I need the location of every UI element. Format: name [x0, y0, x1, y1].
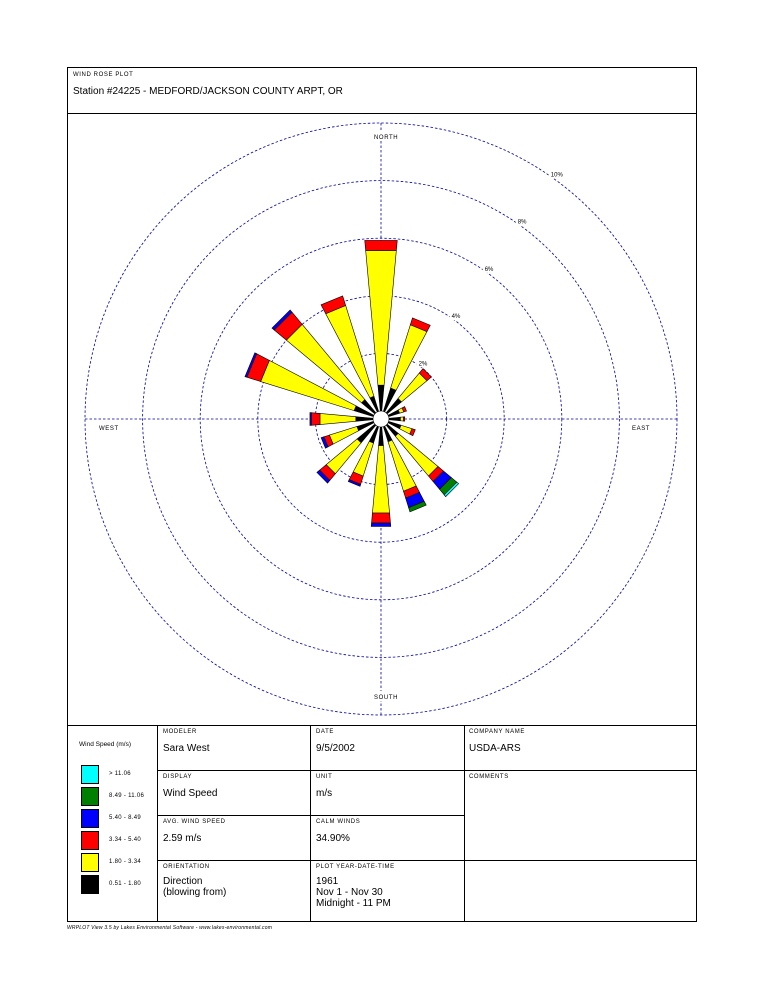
legend-label: 5.40 - 8.49 — [109, 815, 141, 821]
ring-label-4: 4% — [451, 314, 461, 321]
petal-w-bin2 — [311, 413, 320, 426]
ring-labels — [417, 171, 567, 368]
plot-year: 1961 — [316, 876, 339, 887]
legend-swatch — [81, 809, 99, 828]
divider-row3 — [157, 860, 696, 861]
display-label: DISPLAY — [163, 774, 193, 780]
calm-winds-label: CALM WINDS — [316, 819, 361, 825]
modeler-label: MODELER — [163, 729, 197, 735]
legend-label: 1.80 - 3.34 — [109, 859, 141, 865]
legend-label: 0.51 - 1.80 — [109, 881, 141, 887]
divider-top — [68, 725, 696, 726]
legend-swatch — [81, 765, 99, 784]
legend-swatch — [81, 875, 99, 894]
date-value: 9/5/2002 — [316, 743, 355, 754]
ring-label-10: 10% — [550, 172, 563, 179]
divider-col3 — [464, 725, 465, 921]
petal-s-bin3 — [371, 523, 391, 526]
petal-w-bin0 — [356, 417, 373, 422]
wind-rose-sheet — [67, 67, 697, 922]
avg-speed-value: 2.59 m/s — [163, 833, 202, 844]
petal-n-bin1 — [366, 250, 397, 385]
plot-type-label: WIND ROSE PLOT — [73, 72, 134, 78]
north-label: NORTH — [374, 135, 399, 141]
legend-label: > 11.06 — [109, 771, 131, 777]
petal-s-bin1 — [372, 446, 389, 513]
comments-label: COMMENTS — [469, 774, 509, 780]
legend-label: 3.34 - 5.40 — [109, 837, 141, 843]
south-label: SOUTH — [374, 695, 398, 701]
date-label: DATE — [316, 729, 334, 735]
company-value: USDA-ARS — [469, 743, 521, 754]
orientation-value: Direction — [163, 876, 203, 887]
divider-legend — [157, 725, 158, 921]
wind-petals — [245, 240, 459, 526]
header — [68, 68, 696, 114]
divider-col2 — [310, 725, 311, 921]
modeler-value: Sara West — [163, 743, 210, 754]
petal-n-bin2 — [365, 240, 398, 250]
plot-dates: Nov 1 - Nov 30 — [316, 887, 383, 898]
ring-label-6: 6% — [484, 266, 494, 273]
avg-speed-label: AVG. WIND SPEED — [163, 819, 226, 825]
petal-e-bin1 — [400, 417, 403, 421]
station-title: Station #24225 - MEDFORD/JACKSON COUNTY ARPT, OR — [73, 86, 343, 97]
calm-circle — [373, 411, 389, 427]
orientation-label: ORIENTATION — [163, 864, 210, 870]
legend-swatch — [81, 853, 99, 872]
display-value: Wind Speed — [163, 788, 218, 799]
east-label: EAST — [632, 426, 651, 432]
software-credit: WRPLOT View 3.5 by Lakes Environmental Software - www.lakes-environmental.com — [67, 925, 273, 931]
ring-label-2: 2% — [418, 361, 428, 368]
wind-rose-chart — [68, 113, 696, 725]
company-label: COMPANY NAME — [469, 729, 525, 735]
plot-times: Midnight - 11 PM — [316, 898, 391, 909]
unit-label: UNIT — [316, 774, 333, 780]
ring-label-8: 8% — [517, 219, 527, 226]
petal-w-bin3 — [310, 413, 311, 426]
legend-swatch — [81, 787, 99, 806]
legend-title: Wind Speed (m/s) — [79, 741, 132, 748]
divider-row2 — [157, 815, 464, 816]
petal-e-bin2 — [403, 417, 404, 421]
west-label: WEST — [99, 426, 119, 432]
petal-s-bin2 — [372, 513, 391, 523]
calm-winds-value: 34.90% — [316, 833, 350, 844]
petal-s-bin0 — [379, 427, 384, 446]
orientation-note: (blowing from) — [163, 887, 227, 898]
legend-label: 8.49 - 11.06 — [109, 793, 145, 799]
plot-time-label: PLOT YEAR-DATE-TIME — [316, 864, 395, 870]
petal-e-bin0 — [389, 417, 400, 421]
petal-w-bin1 — [320, 413, 356, 424]
petal-n-bin0 — [378, 385, 384, 411]
unit-value: m/s — [316, 788, 333, 799]
legend-swatch — [81, 831, 99, 850]
divider-row1 — [157, 770, 696, 771]
